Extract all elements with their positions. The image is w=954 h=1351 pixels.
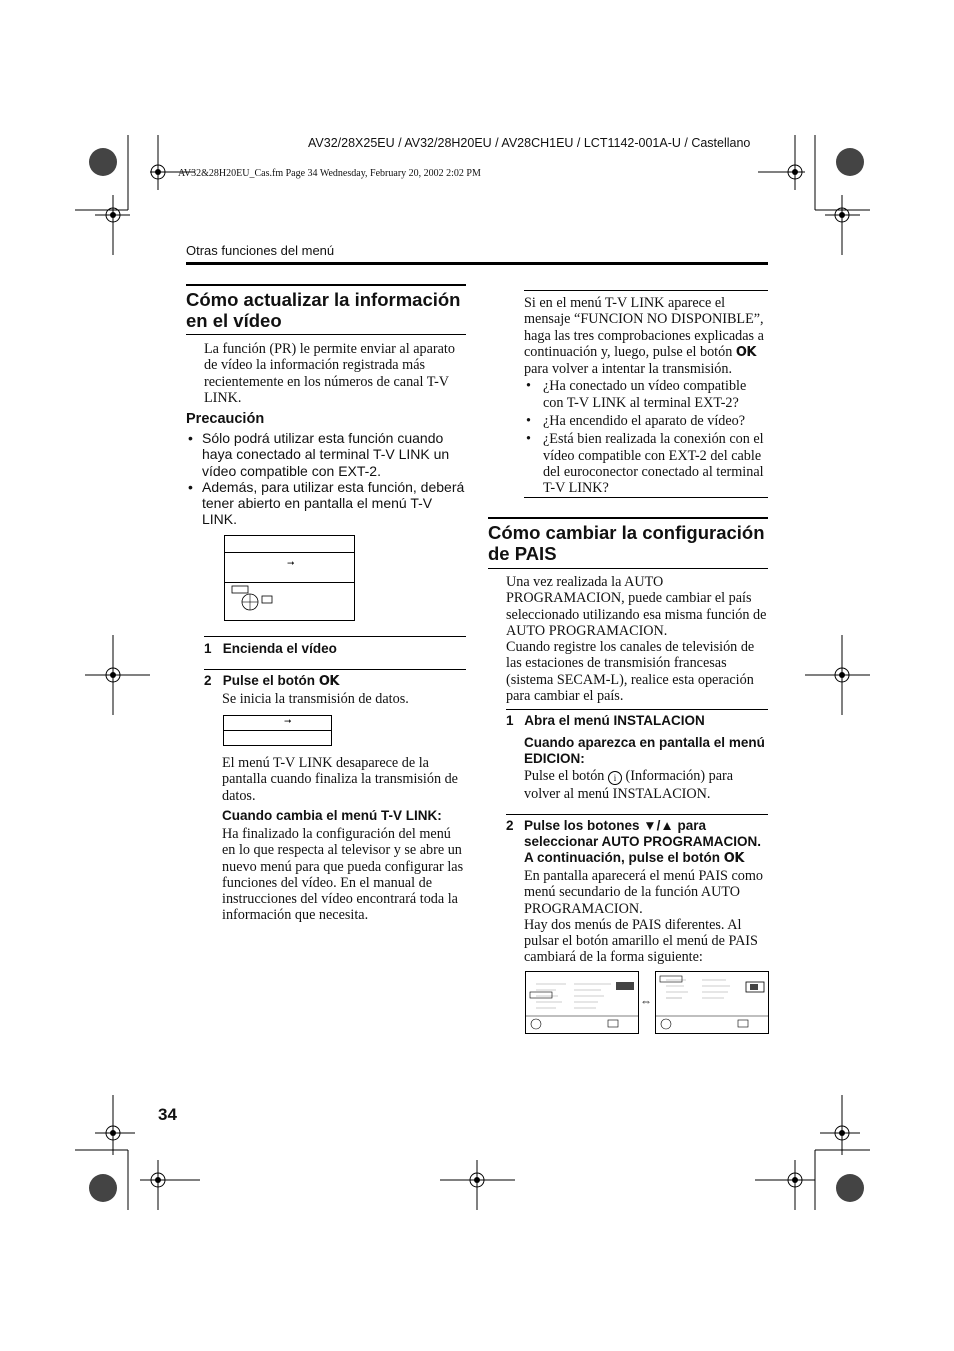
caution-title: Precaución bbox=[186, 411, 265, 427]
ok-button-icon: OK bbox=[723, 851, 744, 866]
intro-paragraph: Una vez realizada la AUTO PROGRAMACION, puede cambiar el país seleccionado utilizando esa misma función de AUTO PROGRAMACION. bbox=[506, 574, 767, 639]
divider bbox=[506, 709, 768, 710]
list-item: • ¿Ha conectado un vídeo compatible con T-V LINK al terminal EXT-2? bbox=[524, 378, 768, 411]
note-intro: Si en el menú T-V LINK aparece el mensaje “FUNCION NO DISPONIBLE”, haga las tres comprobaciones explicadas a continuación y, luego, pulse el botón bbox=[524, 295, 764, 360]
list-item: • Sólo podrá utilizar esta función cuando haya conectado al terminal T-V LINK un vídeo compatible con EXT-2. bbox=[186, 430, 468, 479]
step-2-paragraph: En pantalla aparecerá el menú PAIS como menú secundario de la función AUTO PROGRAMACION. bbox=[524, 868, 763, 917]
divider bbox=[506, 814, 768, 815]
header-bar bbox=[186, 262, 768, 265]
list-item: • ¿Está bien realizada la conexión con el vídeo compatible con EXT-2 del cable del euroconector conectado al terminal T-V LINK? bbox=[524, 431, 768, 496]
step-1-sub: Cuando aparezca en pantalla el menú EDICION: bbox=[524, 735, 765, 766]
divider bbox=[524, 497, 768, 498]
step-number: 1 bbox=[506, 713, 514, 728]
right-heading: Cómo cambiar la configuración de PAIS bbox=[488, 522, 765, 564]
caution-list bbox=[186, 430, 468, 528]
step-number: 2 bbox=[506, 818, 514, 833]
ok-button-icon: OK bbox=[318, 674, 339, 689]
step-2-text-b: para seleccionar AUTO PROGRAMACION. A continuación, pulse el botón bbox=[524, 818, 762, 865]
divider bbox=[524, 290, 768, 291]
step-text: Pulse el botón bbox=[222, 673, 316, 688]
remote-icon bbox=[230, 584, 280, 612]
change-title: Cuando cambia el menú T-V LINK: bbox=[222, 808, 442, 823]
step-text: Encienda el vídeo bbox=[222, 641, 337, 656]
section-title: Otras funciones del menú bbox=[186, 243, 335, 258]
step-number: 2 bbox=[204, 673, 212, 688]
note-tail: para volver a intentar la transmisión. bbox=[524, 361, 733, 378]
ok-button-icon: OK bbox=[735, 344, 756, 360]
intro-paragraph: Cuando registre los canales de televisión de las estaciones de transmisión francesas (sistema SECAM-L), realice esta operación para cambiar el país. bbox=[506, 639, 755, 705]
step-2-text-a: Pulse los botones bbox=[524, 818, 640, 833]
arrow-down-up-icon: ▼/▲ bbox=[643, 818, 674, 833]
divider bbox=[186, 284, 466, 286]
model-header: AV32/28X25EU / AV32/28H20EU / AV28CH1EU / LCT1142-001A-U / Castellano bbox=[308, 136, 751, 150]
arrow-icon: ➞ bbox=[287, 558, 295, 568]
transmission-screen bbox=[223, 715, 332, 746]
list-item: • Además, para utilizar esta función, deberá tener abierto en pantalla el menú T-V LINK. bbox=[186, 479, 468, 528]
divider bbox=[204, 636, 466, 637]
step-1-right bbox=[506, 713, 705, 728]
note-list bbox=[524, 378, 768, 496]
step-1-body-a: Pulse el botón bbox=[524, 768, 605, 784]
list-item: • ¿Ha encendido el aparato de vídeo? bbox=[524, 413, 768, 429]
step-1-left bbox=[204, 641, 337, 656]
page-number: 34 bbox=[158, 1105, 177, 1124]
divider bbox=[488, 517, 768, 519]
step-number: 1 bbox=[204, 641, 212, 656]
step-2-text bbox=[524, 818, 772, 867]
divider bbox=[488, 568, 768, 569]
file-info: AV32&28H20EU_Cas.fm Page 34 Wednesday, February 20, 2002 2:02 PM bbox=[178, 168, 481, 179]
step-2-right bbox=[506, 818, 772, 867]
step-2-paragraph: Hay dos menús de PAIS diferentes. Al pulsar el botón amarillo el menú de PAIS cambiará de la forma siguiente: bbox=[524, 916, 758, 966]
divider bbox=[186, 334, 466, 335]
info-icon: i bbox=[608, 771, 622, 785]
step-1-body bbox=[524, 767, 768, 803]
left-intro: La función (PR) le permite enviar al aparato de vídeo la información registrada más recientemente en los números de canal T-V LINK. bbox=[204, 341, 455, 406]
note-box bbox=[524, 295, 768, 497]
arrow-icon: ➞ bbox=[284, 716, 292, 726]
step-2-body: Se inicia la transmisión de datos. bbox=[222, 691, 409, 707]
step-1-body-b: (Información) para volver al menú INSTALACION. bbox=[524, 768, 734, 802]
right-intro bbox=[506, 574, 768, 704]
swap-arrow-icon: ⇔ bbox=[640, 994, 652, 1008]
after-screen-text: El menú T-V LINK desaparece de la pantalla cuando finaliza la transmisión de datos. bbox=[222, 755, 458, 804]
pais-menu-screen-b bbox=[655, 971, 769, 1034]
step-2-body-right bbox=[524, 868, 768, 966]
left-heading: Cómo actualizar la información en el vídeo bbox=[186, 289, 461, 331]
pais-menu-screen-a bbox=[525, 971, 639, 1034]
step-2-left bbox=[204, 673, 339, 689]
tv-screen-illustration bbox=[224, 535, 355, 621]
change-body: Ha finalizado la configuración del menú en lo que respecta al televisor y se abre un nuevo menú para que pueda configurar las funciones del vídeo. En el manual de instrucciones del vídeo encontrará toda la información que necesita. bbox=[222, 826, 464, 924]
divider bbox=[204, 669, 466, 670]
step-text: Abra el menú INSTALACION bbox=[524, 713, 705, 728]
